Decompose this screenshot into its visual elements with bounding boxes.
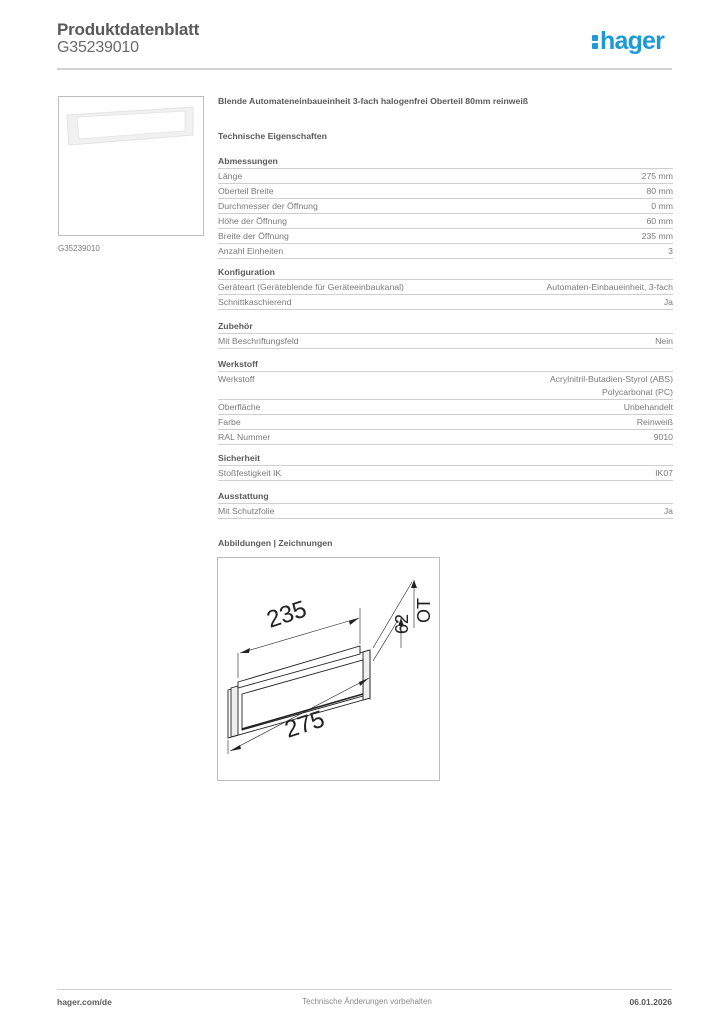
- group-title: Sicherheit: [218, 452, 673, 466]
- group-ausstattung: [218, 490, 673, 519]
- row-label: Schnittkaschierend: [218, 297, 292, 307]
- footer-website-link[interactable]: hager.com/de: [57, 997, 112, 1007]
- row-label: Farbe: [218, 417, 241, 427]
- logo-text: hager: [600, 27, 665, 55]
- row-label: RAL Nummer: [218, 432, 271, 442]
- table-row: [218, 280, 673, 295]
- group-title: Konfiguration: [218, 266, 673, 280]
- dimension-drawing-icon: [218, 558, 439, 780]
- row-value-line1: Acrylnitril-Butadien-Styrol (ABS): [549, 374, 673, 384]
- table-row: [218, 229, 673, 244]
- row-value: 3: [668, 246, 673, 256]
- row-value: 275 mm: [641, 171, 673, 181]
- product-code: G35239010: [57, 39, 139, 56]
- row-value: Ja: [663, 506, 673, 516]
- row-label: Mit Schutzfolie: [218, 506, 275, 516]
- dim-label-235: 235: [263, 595, 310, 634]
- product-image: [58, 96, 204, 236]
- row-label: Stoßfestigkeit IK: [218, 468, 282, 478]
- table-row: [218, 430, 673, 445]
- group-zubehoer: [218, 320, 673, 349]
- row-value: 80 mm: [646, 186, 673, 196]
- row-value: Nein: [655, 336, 673, 346]
- table-row: [218, 184, 673, 199]
- row-value: Unbehandelt: [623, 402, 673, 412]
- dim-label-ot: OT: [414, 598, 434, 623]
- row-label: Oberfläche: [218, 402, 261, 412]
- table-row: [218, 334, 673, 349]
- drawings-title: Abbildungen | Zeichnungen: [218, 538, 333, 548]
- section-title: Technische Eigenschaften: [218, 131, 327, 141]
- product-name: Blende Automateneinbaueinheit 3-fach halogenfrei Oberteil 80mm reinweiß: [218, 96, 529, 106]
- table-row: [218, 295, 673, 310]
- logo-colon-icon: [592, 33, 598, 49]
- row-value: 0 mm: [651, 201, 673, 211]
- group-title: Zubehör: [218, 320, 673, 334]
- row-value-line2: Polycarbonat (PC): [602, 387, 673, 397]
- row-value: 9010: [653, 432, 673, 442]
- footer-date: 06.01.2026: [629, 997, 672, 1007]
- table-row: [218, 214, 673, 229]
- group-werkstoff: [218, 358, 673, 445]
- group-sicherheit: [218, 452, 673, 481]
- row-value: Ja: [663, 297, 673, 307]
- group-title: Werkstoff: [218, 358, 673, 372]
- row-value: IK07: [655, 468, 673, 478]
- row-label: Durchmesser der Öffnung: [218, 201, 318, 211]
- row-label: Höhe der Öffnung: [218, 216, 287, 226]
- table-row: [218, 244, 673, 259]
- footer-notice: Technische Änderungen vorbehalten: [302, 997, 432, 1006]
- footer-divider: [57, 989, 672, 990]
- table-row: [218, 504, 673, 519]
- hager-logo: [592, 27, 664, 56]
- image-caption: G35239010: [58, 244, 100, 253]
- row-label: Mit Beschriftungsfeld: [218, 336, 299, 346]
- group-abmessungen: [218, 155, 673, 259]
- row-label: Anzahl Einheiten: [218, 246, 284, 256]
- table-row: [218, 400, 673, 415]
- table-row: [218, 372, 673, 400]
- row-value: 60 mm: [646, 216, 673, 226]
- group-konfiguration: [218, 266, 673, 310]
- row-value: [550, 373, 673, 399]
- page-title: Produktdatenblatt: [57, 20, 200, 39]
- row-value: Automaten-Einbaueinheit, 3-fach: [546, 282, 673, 292]
- group-title: Ausstattung: [218, 490, 673, 504]
- row-value: 235 mm: [641, 231, 673, 241]
- row-label: Werkstoff: [218, 374, 255, 384]
- product-frame-icon: [65, 105, 197, 147]
- row-label: Oberteil Breite: [218, 186, 274, 196]
- row-label: Geräteart (Geräteblende für Geräteeinbaukanal): [218, 282, 404, 292]
- technical-drawing: [217, 557, 440, 781]
- row-value: Reinweiß: [636, 417, 673, 427]
- table-row: [218, 199, 673, 214]
- table-row: [218, 466, 673, 481]
- dim-label-275: 275: [281, 705, 328, 744]
- header-divider: [57, 68, 672, 70]
- table-row: [218, 169, 673, 184]
- row-label: Breite der Öffnung: [218, 231, 289, 241]
- table-row: [218, 415, 673, 430]
- dim-label-62: 62: [392, 613, 412, 634]
- row-label: Länge: [218, 171, 243, 181]
- group-title: Abmessungen: [218, 155, 673, 169]
